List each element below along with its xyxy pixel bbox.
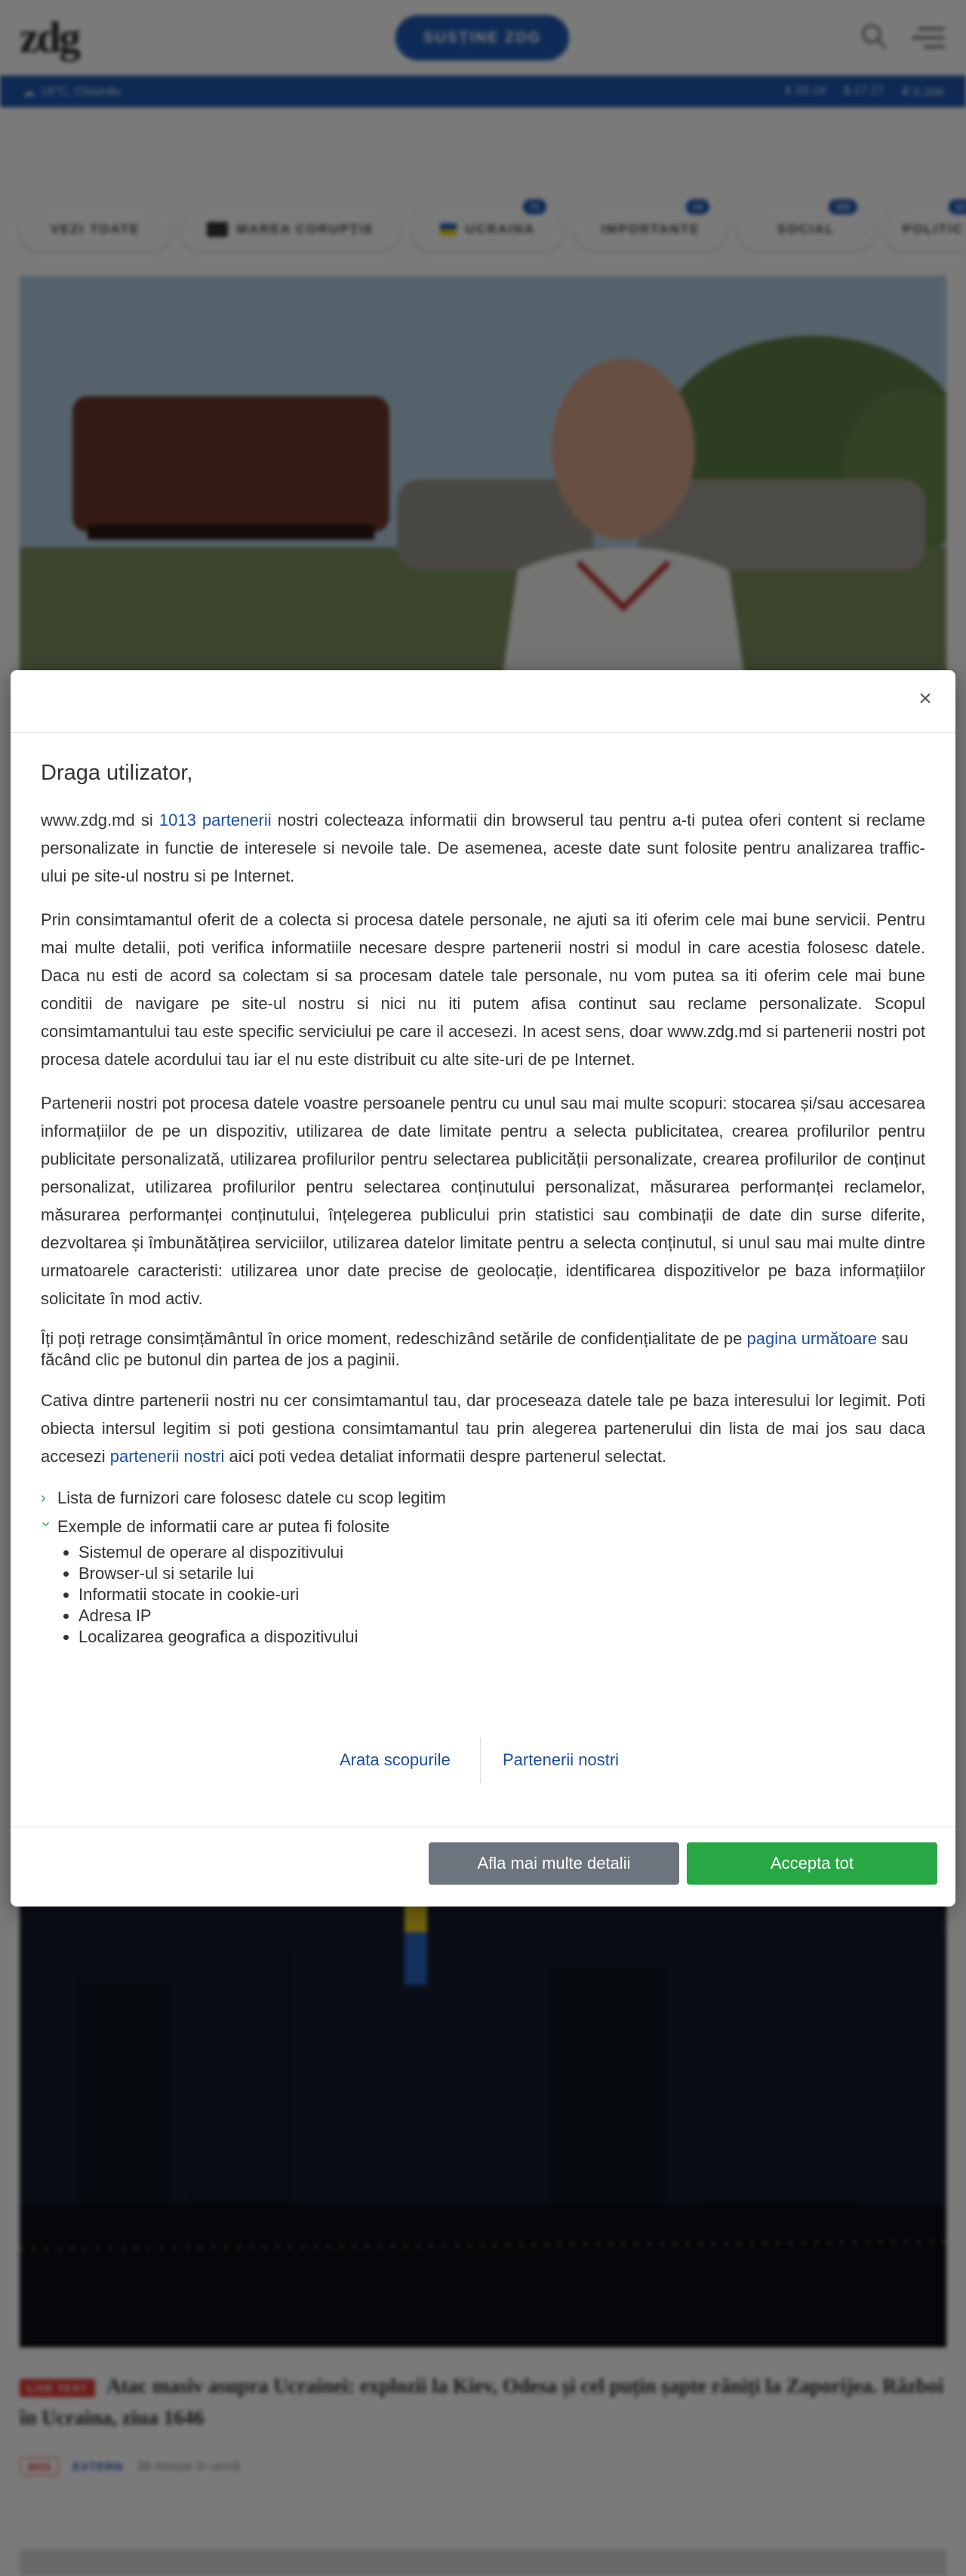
next-page-link[interactable]: pagina următoare (746, 1329, 877, 1348)
text: Îți poți retrage consimțământul în orice moment, redeschizând setările de confidențialitate de pe (41, 1329, 747, 1348)
partners-count-link[interactable]: 1013 partenerii (158, 811, 272, 829)
legitimate-vendors-toggle[interactable] (41, 1486, 925, 1510)
link-divider (480, 1737, 481, 1783)
chevron-right-icon: › (41, 1490, 46, 1507)
modal-link-row (11, 1737, 955, 1783)
text: www.zdg.md si (41, 811, 159, 829)
text: sau făcând clic pe butonul din partea de jos a paginii. (41, 1329, 909, 1369)
consent-title: Draga utilizator, (41, 761, 193, 785)
list-item: • Adresa IP (78, 1605, 925, 1627)
text: nostri colecteaza informatii din browserul tau pentru a-ti putea oferi content si reclame personalizate in functie de interesele si nevoile tale. De asemenea, aceste date sunt folosite pentru analizarea traffic-ului pe site-ul nostru si pe Internet. (41, 811, 925, 885)
list-item: • Informatii stocate in cookie-uri (78, 1584, 925, 1605)
close-icon[interactable]: × (918, 686, 932, 711)
consent-body (38, 753, 925, 1648)
consent-paragraph-1 (41, 806, 925, 890)
accept-all-button[interactable]: Accepta tot (687, 1842, 937, 1885)
list-item: • Browser-ul si setarile lui (78, 1563, 925, 1584)
toggle-label: Lista de furnizori care folosesc datele cu scop legitim (57, 1488, 446, 1507)
consent-paragraph-4 (41, 1328, 925, 1371)
data-examples-list (78, 1542, 925, 1648)
our-partners-link[interactable]: partenerii nostri (109, 1447, 225, 1466)
text: Cativa dintre partenerii nostri nu cer consimtamantul tau, dar proceseaza datele tale pe baza interesului lor legimit. Poti obiecta intersul legitim si poti gestiona consimtamantul tau prin alegerea partenerului din lista de mai jos sau daca accesezi (41, 1391, 925, 1466)
data-examples-toggle[interactable] (38, 1515, 925, 1539)
list-item: • Localizarea geografica a dispozitivului (78, 1627, 925, 1648)
consent-paragraph-5 (41, 1386, 925, 1470)
list-item: • Sistemul de operare al dispozitivului (78, 1542, 925, 1563)
text: aici poti vedea detaliat informatii despre partenerul selectat. (224, 1447, 667, 1466)
consent-paragraph-2: Prin consimtamantul oferit de a colecta si procesa datele personale, ne ajuti sa iti oferim cele mai bune servicii. Pentru mai multe detalii, poti verifica informatiile necesare despre partenerii nostri si modul in care acestia folosesc datele. Daca nu esti de acord sa colectam si sa procesam datele tale personale, nu vom putea sa iti oferim cele mai bune conditii de navigare pe site-ul nostru si nici nu iti putem afisa continut sau reclame personalizate. Scopul consimtamantului tau este specific serviciului pe care il accesezi. In acest sens, doar www.zdg.md si partenerii nostri pot procesa datele acordului tau iar el nu este distribuit cu alte site-uri de pe Internet. (41, 910, 925, 1069)
chevron-down-icon: › (38, 1522, 54, 1527)
modal-divider (11, 732, 955, 733)
more-details-button[interactable]: Afla mai multe detalii (429, 1842, 679, 1885)
show-purposes-link[interactable]: Arata scopurile (340, 1750, 451, 1769)
consent-modal (11, 670, 955, 1907)
our-partners-button[interactable]: Partenerii nostri (503, 1750, 620, 1769)
consent-paragraph-3: Partenerii nostri pot procesa datele voastre persoanele pentru cu unul sau mai multe scopuri: stocarea și/sau accesarea informațiilor de pe un dispozitiv, utilizarea de date limitate pentru a selecta publicitatea, crearea profilurilor pentru publicitate personalizată, utilizarea profilurilor pentru selectarea publicității personalizate, crearea profilurilor de conținut personalizat, utilizarea profilurilor pentru selectarea conținutului personalizat, măsurarea performanței reclamelor, măsurarea performanței conținutului, înțelegerea publicului prin statistici sau combinații de date din surse diferite, dezvoltarea și îmbunătățirea serviciilor, utilizarea datelor limitate pentru a selecta conținutul, si unul sau mai multe dintre urmatoarele caracteristi: utilizarea unor date precise de geolocație, identificarea dispozitivelor pe baza informațiilor solicitate în mod activ. (41, 1094, 925, 1308)
toggle-label: Exemple de informatii care ar putea fi folosite (57, 1517, 390, 1536)
